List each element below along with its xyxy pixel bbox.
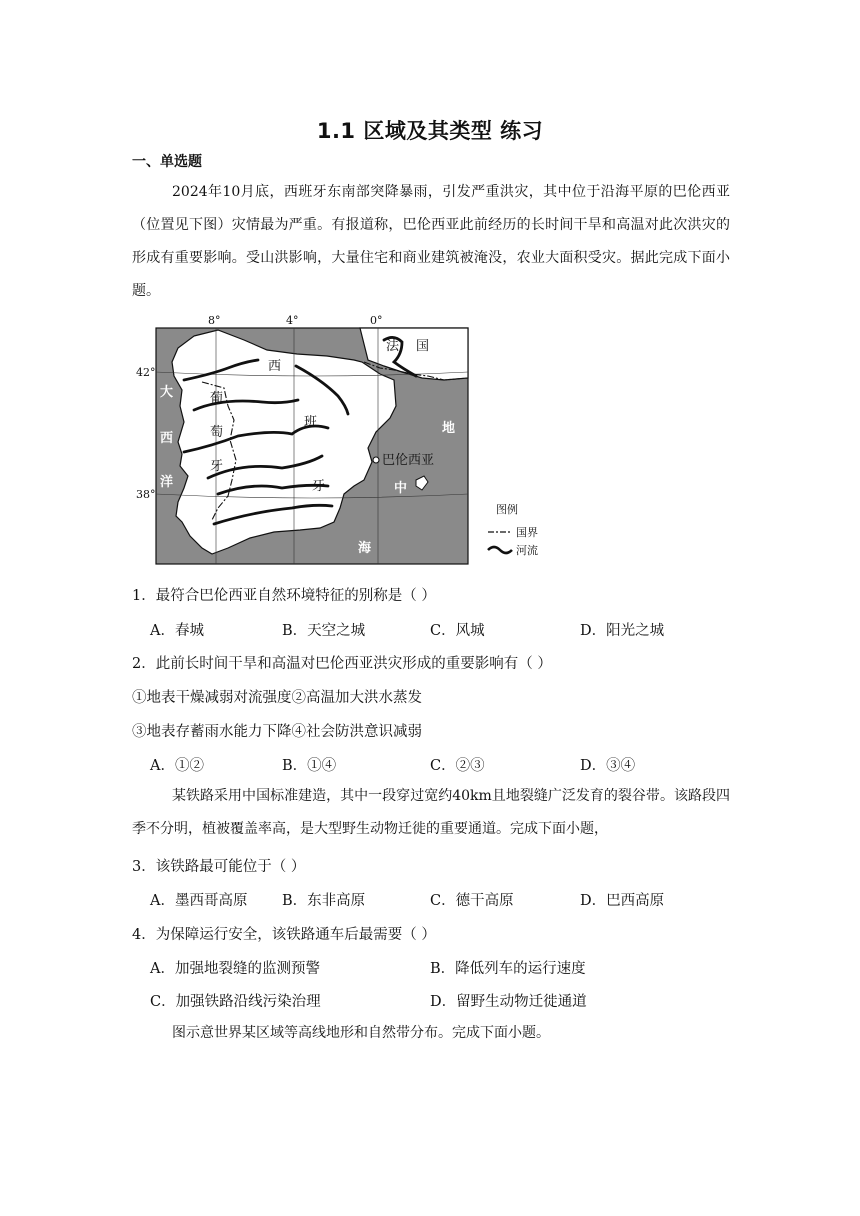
q2-option-c[interactable]: C．②③: [430, 758, 485, 774]
lat-label-42: 42°: [136, 366, 156, 379]
label-france-2: 国: [416, 339, 430, 354]
passage-valencia: 2024年10月底，西班牙东南部突降暴雨，引发严重洪灾，其中位于沿海平原的巴伦西亚（位置见下图）灾情最为严重。有报道称，巴伦西亚此前经历的长时间干旱和高温对此次洪灾的形成有重要影响。受山洪影响，大量住宅和商业建筑被淹没，农业大面积受灾。据此完成下面小题。: [132, 184, 730, 299]
label-atlantic-2: 西: [160, 431, 174, 446]
question-4-stem: 4．为保障运行安全，该铁路通车后最需要（ ）: [132, 927, 436, 943]
q4-option-d[interactable]: D．留野生动物迁徙通道: [430, 994, 587, 1010]
question-3-stem: 3．该铁路最可能位于（ ）: [132, 859, 306, 875]
question-1-stem: 1．最符合巴伦西亚自然环境特征的别称是（ ）: [132, 588, 436, 604]
label-portugal-1: 葡: [210, 391, 224, 406]
label-med-2: 中: [394, 481, 408, 496]
label-france-1: 法: [386, 339, 400, 354]
section-heading: 一、单选题: [132, 154, 202, 170]
q2-option-d[interactable]: D．③④: [580, 758, 636, 774]
q3-option-d[interactable]: D．巴西高原: [580, 893, 665, 909]
q1-option-b[interactable]: B．天空之城: [282, 623, 366, 639]
question-2-stem: 2．此前长时间干旱和高温对巴伦西亚洪灾形成的重要影响有（ ）: [132, 656, 552, 672]
q2-option-b[interactable]: B．①④: [282, 758, 337, 774]
lon-label-8: 8°: [208, 314, 221, 327]
lon-label-4: 4°: [286, 314, 299, 327]
legend-title: 图例: [496, 503, 518, 516]
passage-railway: 某铁路采用中国标准建造，其中一段穿过宽约40km且地裂缝广泛发育的裂谷带。该路段四季不分明，植被覆盖率高，是大型野生动物迁徙的重要通道。完成下面小题，: [132, 788, 730, 837]
label-portugal-3: 牙: [210, 459, 224, 474]
iberia-map: [132, 310, 562, 572]
q2-statements-line-1: ①地表干燥减弱对流强度②高温加大洪水蒸发: [132, 690, 422, 706]
label-spain-2: 班: [304, 415, 318, 430]
label-city-valencia: 巴伦西亚: [382, 453, 435, 468]
label-portugal-2: 萄: [210, 425, 224, 440]
q2-option-a[interactable]: A．①②: [150, 758, 204, 774]
passage-region: 图示意世界某区域等高线地形和自然带分布。完成下面小题。: [172, 1025, 550, 1041]
legend-river-label: 河流: [516, 544, 538, 557]
label-spain-1: 西: [268, 359, 282, 374]
label-med-1: 地: [442, 421, 456, 436]
map-legend: [488, 502, 538, 557]
legend-border-label: 国界: [516, 526, 538, 539]
q1-option-d[interactable]: D．阳光之城: [580, 623, 665, 639]
q4-option-c[interactable]: C．加强铁路沿线污染治理: [150, 994, 321, 1010]
q1-option-c[interactable]: C．风城: [430, 623, 485, 639]
q2-statements-line-2: ③地表存蓄雨水能力下降④社会防洪意识减弱: [132, 724, 422, 740]
q4-option-b[interactable]: B．降低列车的运行速度: [430, 961, 586, 977]
q3-option-a[interactable]: A．墨西哥高原: [150, 893, 248, 909]
q1-option-a[interactable]: A．春城: [150, 623, 204, 639]
label-med-3: 海: [358, 541, 372, 556]
label-atlantic-3: 洋: [160, 475, 174, 490]
valencia-marker: [373, 457, 379, 463]
q4-option-a[interactable]: A．加强地裂缝的监测预警: [150, 961, 320, 977]
label-atlantic-1: 大: [160, 385, 174, 400]
lon-label-0: 0°: [370, 314, 383, 327]
q3-option-b[interactable]: B．东非高原: [282, 893, 366, 909]
page-title: 1.1 区域及其类型 练习: [316, 119, 544, 143]
q3-option-c[interactable]: C．德干高原: [430, 893, 514, 909]
lat-label-38: 38°: [136, 488, 156, 501]
label-spain-3: 牙: [312, 479, 326, 494]
